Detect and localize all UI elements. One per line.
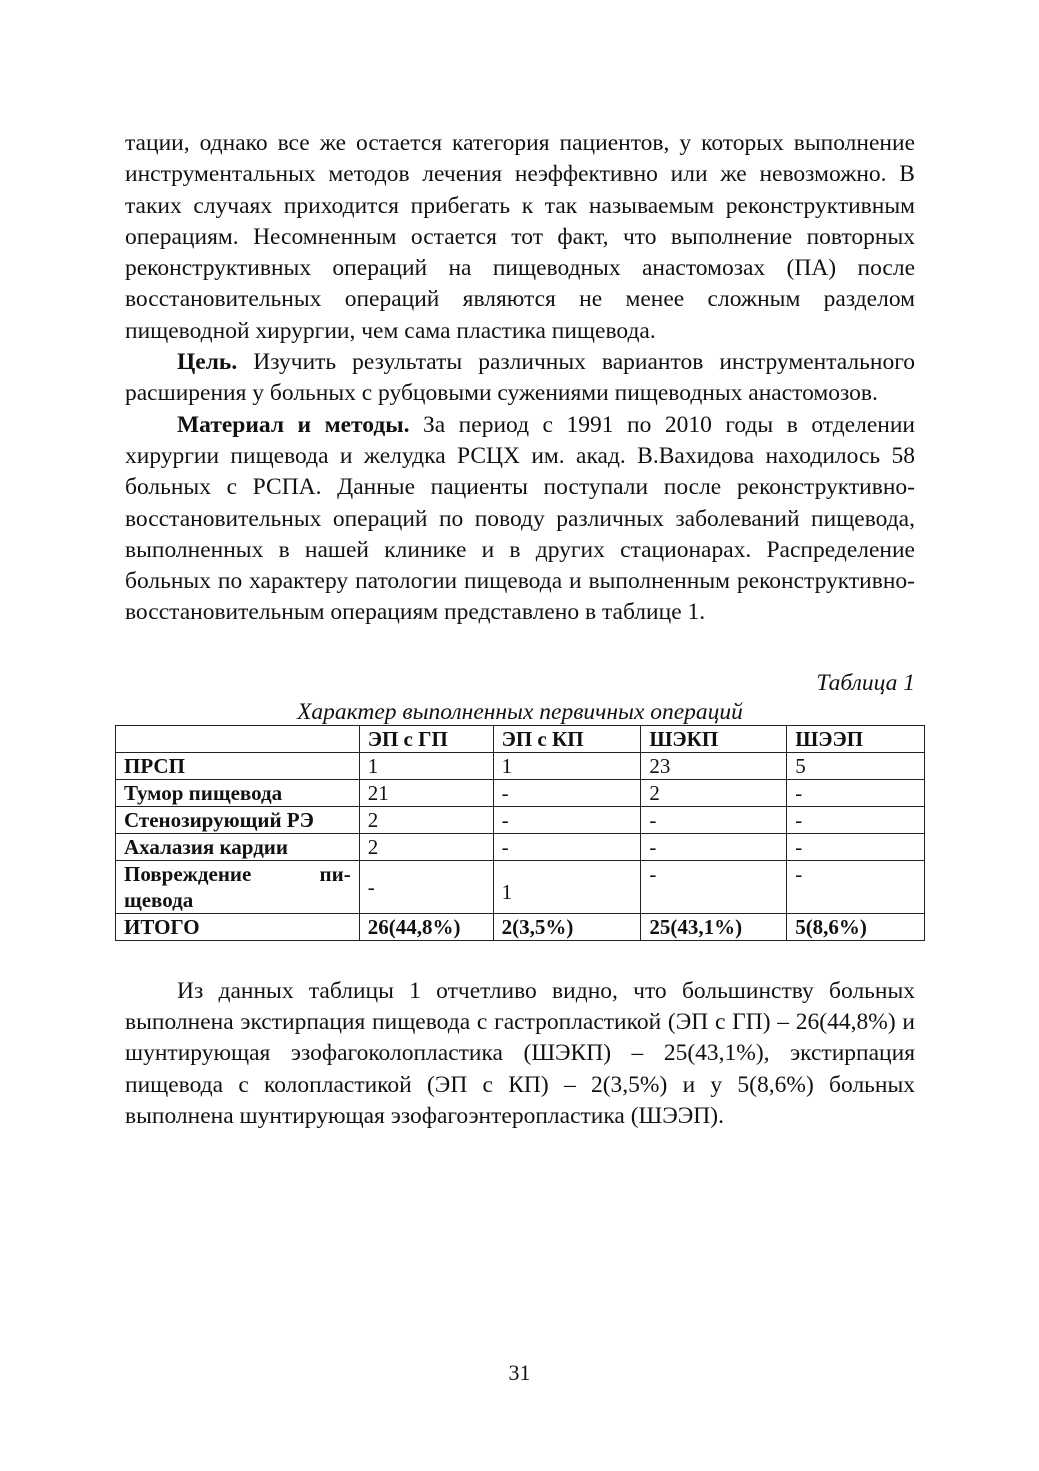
table-cell: 26(44,8%) bbox=[359, 913, 493, 940]
header-cell: ЭП с ГП bbox=[359, 725, 493, 752]
table-row bbox=[116, 806, 925, 833]
table-cell: 2 bbox=[359, 833, 493, 860]
table-header-row bbox=[116, 725, 925, 752]
header-cell bbox=[116, 725, 360, 752]
methods-text: За период с 1991 по 2010 годы в отделении хирургии пищевода и желудка РСЦХ им. акад. В.Вахидова находилось 58 больных с РСПА. Данные пациенты поступали после реконструктивно-восстановительных операций по поводу различных заболеваний пищевода, выполненных в нашей клинике и в других стационарах. Распределение больных по характеру патологии пищевода и выполненным реконструктивно- bbox=[125, 411, 915, 595]
header-cell: ШЭКП bbox=[641, 725, 787, 752]
table-cell: 21 bbox=[359, 779, 493, 806]
table-cell: 23 bbox=[641, 752, 787, 779]
table-cell: 1 bbox=[493, 860, 641, 913]
row-label: Стенозирующий РЭ bbox=[116, 806, 360, 833]
row-label: ИТОГО bbox=[116, 913, 360, 940]
page-content bbox=[125, 128, 915, 1132]
table-row bbox=[116, 779, 925, 806]
table-number: Таблица 1 bbox=[816, 669, 915, 696]
table-row bbox=[116, 860, 925, 913]
goal-paragraph bbox=[125, 347, 915, 410]
page-number: 31 bbox=[508, 1360, 531, 1385]
table-cell: - bbox=[493, 833, 641, 860]
table-title: Характер выполненных первичных операций bbox=[297, 698, 743, 725]
row-label: Ахалазия кардии bbox=[116, 833, 360, 860]
table-cell: 5 bbox=[787, 752, 925, 779]
table-cell: 5(8,6%) bbox=[787, 913, 925, 940]
table-cell: 25(43,1%) bbox=[641, 913, 787, 940]
methods-last-line: восстановительным операциям представлено в таблице 1. bbox=[125, 599, 706, 626]
row-label: ПРСП bbox=[116, 752, 360, 779]
table-cell: - bbox=[493, 779, 641, 806]
goal-text: Изучить результаты различных вариантов инструментального расширения у больных с рубцовыми сужениями пищеводных анастомозов. bbox=[125, 349, 915, 407]
row-label-line: щевода bbox=[124, 887, 194, 912]
header-cell: ШЭЭП bbox=[787, 725, 925, 752]
table-cell: - bbox=[787, 860, 925, 913]
table-cell: - bbox=[493, 806, 641, 833]
table-cell: - bbox=[641, 833, 787, 860]
goal-label: Цель. bbox=[177, 349, 238, 376]
row-label-line: Повреждение пи- bbox=[124, 861, 351, 886]
table-cell: - bbox=[641, 806, 787, 833]
header-cell: ЭП с КП bbox=[493, 725, 641, 752]
row-label bbox=[116, 860, 360, 913]
table-cell: 1 bbox=[493, 752, 641, 779]
table-cell: - bbox=[359, 860, 493, 913]
methods-label: Материал и методы. bbox=[177, 411, 410, 438]
methods-paragraph bbox=[125, 410, 915, 598]
table-cell: - bbox=[787, 806, 925, 833]
row-label: Тумор пищевода bbox=[116, 779, 360, 806]
table-cell: - bbox=[641, 860, 787, 913]
table-cell: 2(3,5%) bbox=[493, 913, 641, 940]
table-cell: 2 bbox=[641, 779, 787, 806]
table-cell: 1 bbox=[359, 752, 493, 779]
table-row bbox=[116, 833, 925, 860]
table-row bbox=[116, 752, 925, 779]
table-total-row bbox=[116, 913, 925, 940]
operations-table bbox=[115, 725, 925, 941]
intro-paragraph: тации, однако все же остается категория пациентов, у которых выполнение инструментальных методов лечения неэффективно или же невозможно. В таких случаях приходится прибегать к так называемым реконструктивным операциям. Несомненным остается тот факт, что выполнение повторных реконструктивных операций на пищеводных анастомозах (ПА) после восстановительных операций являются не менее сложным разделом пищеводной хирургии, чем сама пластика пищевода. bbox=[125, 130, 915, 344]
table-cell: - bbox=[787, 833, 925, 860]
conclusion-paragraph: Из данных таблицы 1 отчетливо видно, что большинству больных выполнена экстирпация пищевода с гастропластикой (ЭП с ГП) – 26(44,8%) и шунтирующая эзофагоколопластика (ШЭКП) – 25(43,1%), экстирпация пищевода с колопластикой (ЭП с КП) – 2(3,5%) и у 5(8,6%) больных выполнена шунтирующая эзофагоэнтеропластика (ШЭЭП). bbox=[125, 977, 915, 1129]
table-cell: 2 bbox=[359, 806, 493, 833]
table-cell: - bbox=[787, 779, 925, 806]
